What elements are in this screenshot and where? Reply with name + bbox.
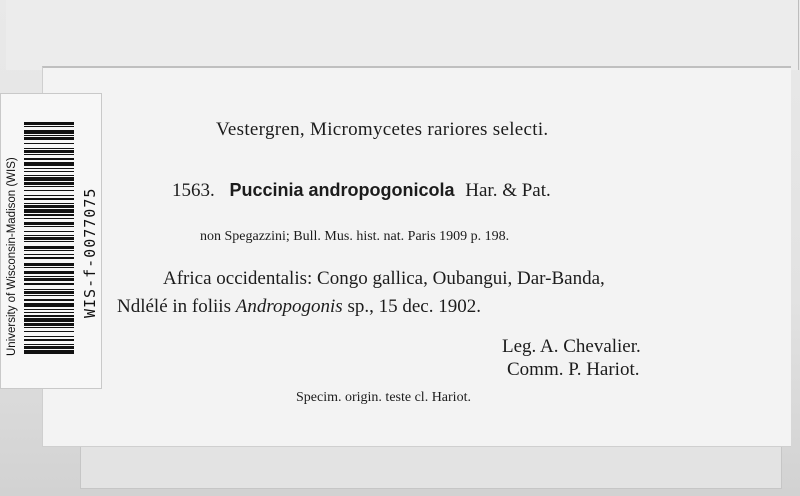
species-name: Puccinia andropogonicola	[229, 180, 455, 200]
literature-reference: non Spegazzini; Bull. Mus. hist. nat. Paris 1909 p. 198.	[200, 229, 510, 244]
locality-line-2	[117, 296, 481, 318]
institution-text: University of Wisconsin-Madison (WIS)	[6, 157, 18, 356]
locality-line-1: Africa occidentalis: Congo gallica, Oubangui, Dar-Banda,	[163, 268, 605, 289]
communicator-line: Comm. P. Hariot.	[507, 359, 640, 380]
exsiccata-number: 1563.	[172, 180, 215, 201]
specimen-note: Specim. origin. teste cl. Hariot.	[296, 390, 471, 405]
species-line	[172, 180, 551, 202]
host-genus: Andropogonis	[235, 296, 343, 317]
locality-prefix: Ndlélé in foliis	[117, 296, 236, 317]
envelope-flap	[6, 0, 799, 70]
barcode-bar	[24, 350, 74, 354]
exsiccata-title: Vestergren, Micromycetes rariores selecti.	[216, 119, 549, 140]
collector-line: Leg. A. Chevalier.	[502, 336, 641, 357]
barcode-number: WIS-f-0077075	[81, 187, 99, 318]
locality-suffix: sp., 15 dec. 1902.	[342, 296, 481, 317]
envelope-bottom	[80, 440, 782, 489]
barcode-bars	[24, 122, 74, 354]
species-authority: Har. & Pat.	[465, 180, 551, 201]
